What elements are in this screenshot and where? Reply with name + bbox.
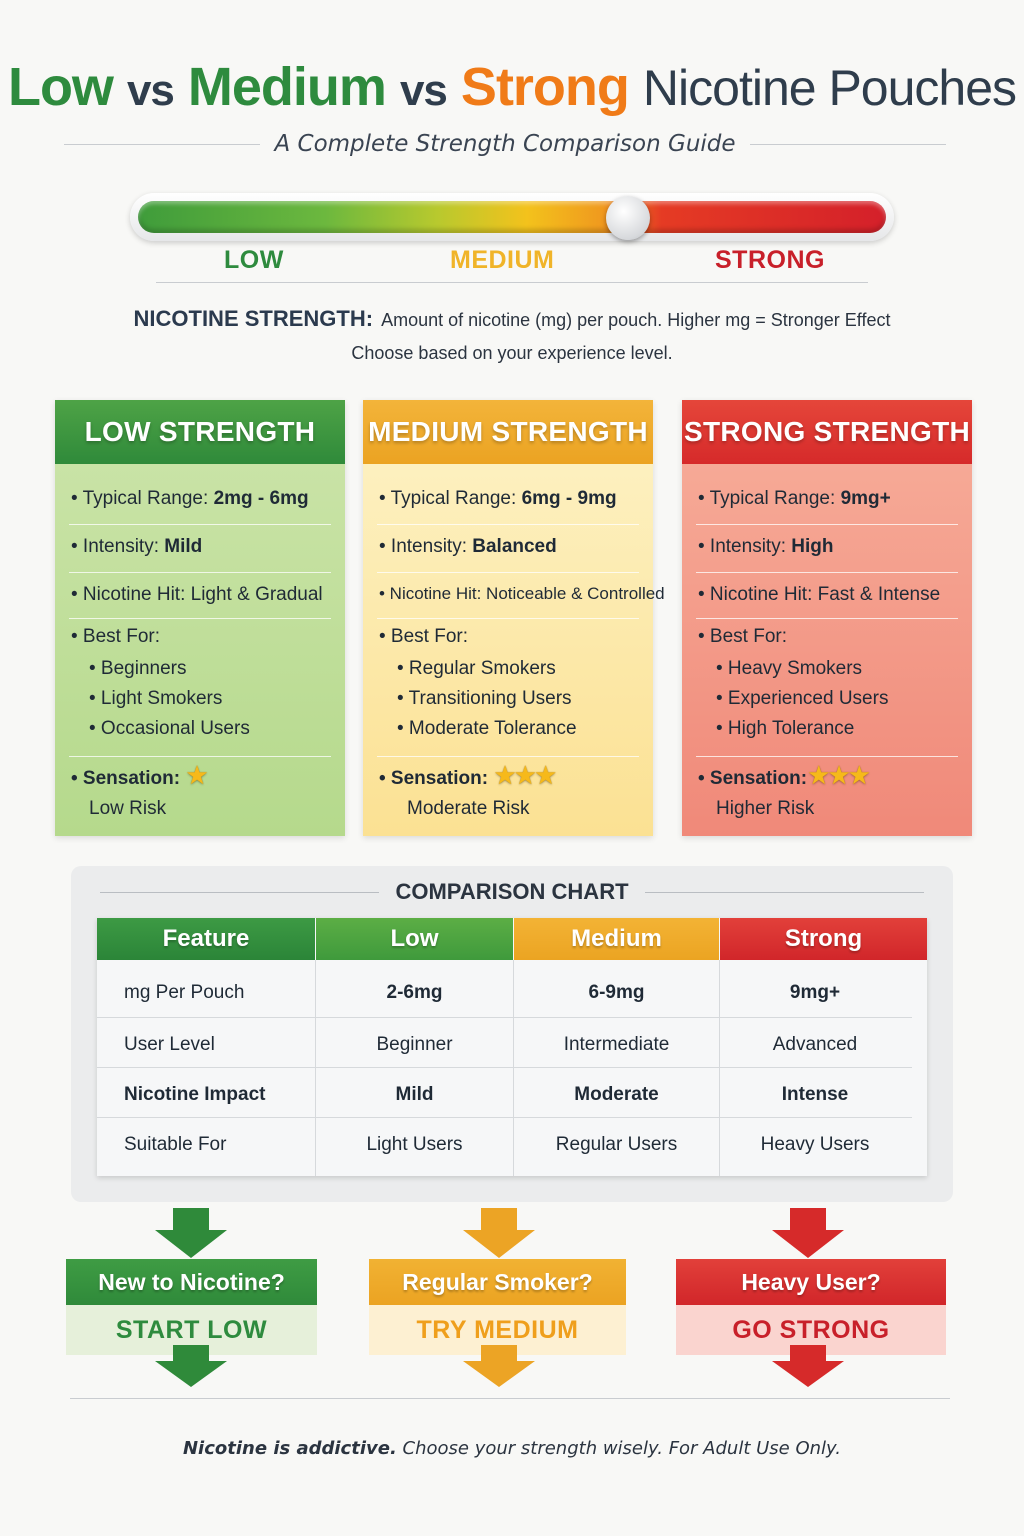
table-cell: Regular Users: [555, 1134, 678, 1155]
arrow-down-icon: [772, 1208, 844, 1258]
meter-label-strong: STRONG: [715, 246, 825, 274]
sensation: [698, 760, 956, 791]
table-cell: Advanced: [772, 1034, 858, 1055]
arrow-down-icon: [155, 1208, 227, 1258]
table-header-low: Low: [316, 918, 513, 960]
best-for-item: • Experienced Users: [716, 688, 889, 709]
star-icon: ★★★: [807, 760, 868, 790]
table-cell-feature: User Level: [124, 1034, 215, 1055]
recommendation-question-medium: Regular Smoker?: [369, 1259, 626, 1305]
best-for-item: • Light Smokers: [89, 688, 223, 709]
best-for-item: • Occasional Users: [89, 718, 250, 739]
comparison-table: [97, 918, 927, 1176]
divider: [69, 572, 331, 573]
intensity: [698, 536, 956, 558]
typical-range: [71, 488, 329, 510]
recommendation-question-low: New to Nicotine?: [66, 1259, 317, 1305]
table-cell: Heavy Users: [760, 1134, 870, 1155]
page-title: [0, 56, 1024, 118]
divider: [696, 524, 958, 525]
best-for-item: • High Tolerance: [716, 718, 855, 739]
footer-text: Choose your strength wisely. For Adult Use Only.: [402, 1438, 842, 1459]
intensity-value: Balanced: [472, 536, 557, 557]
meter-label-medium: MEDIUM: [450, 246, 555, 274]
comparison-title-row: [100, 876, 924, 908]
card-title: LOW STRENGTH: [55, 400, 345, 464]
card-body: [682, 464, 972, 836]
meter-label-low: LOW: [224, 246, 284, 274]
card-strong-strength: [682, 400, 972, 836]
arrow-down-icon: [463, 1208, 535, 1258]
risk-level: Moderate Risk: [407, 798, 530, 819]
risk-level: Higher Risk: [716, 798, 815, 819]
recommendation-action-low: START LOW: [66, 1305, 317, 1355]
title-rest: Nicotine Pouches: [642, 60, 1017, 116]
best-for-item: • Regular Smokers: [397, 658, 556, 679]
table-header-medium: Medium: [514, 918, 719, 960]
best-for-item: • Beginners: [89, 658, 187, 679]
nicotine-hit: • Nicotine Hit: Fast & Intense: [698, 584, 941, 605]
divider: [750, 144, 946, 145]
divider: [156, 282, 868, 283]
table-cell: Beginner: [376, 1034, 453, 1055]
divider: [64, 144, 260, 145]
divider: [645, 892, 924, 893]
table-cell: Intermediate: [563, 1034, 670, 1055]
range-value: 6mg - 9mg: [521, 488, 617, 509]
divider: [696, 756, 958, 757]
arrow-down-icon: [155, 1345, 227, 1387]
subtitle-row: [64, 126, 946, 162]
recommendation-question-strong: Heavy User?: [676, 1259, 946, 1305]
best-for-label: • Best For:: [698, 626, 788, 647]
table-cell-feature: Suitable For: [124, 1134, 227, 1155]
footer-disclaimer: [0, 1438, 1024, 1459]
card-low-strength: [55, 400, 345, 836]
table-cell: 2-6mg: [386, 982, 443, 1003]
sensation-label: • Sensation:: [379, 768, 489, 789]
card-title: MEDIUM STRENGTH: [363, 400, 653, 464]
intensity-value: High: [791, 536, 834, 557]
strength-advice: Choose based on your experience level.: [351, 343, 673, 363]
range-value: 2mg - 6mg: [213, 488, 309, 509]
intensity: [379, 536, 637, 558]
divider: [377, 524, 639, 525]
intensity-value: Mild: [164, 536, 203, 557]
best-for-item: • Transitioning Users: [397, 688, 572, 709]
table-cell: Intense: [781, 1084, 849, 1105]
strength-meter-knob: [606, 196, 650, 240]
card-body: [363, 464, 665, 836]
table-cell: 6-9mg: [588, 982, 645, 1003]
sensation-label: • Sensation:: [71, 768, 181, 789]
range-label: • Typical Range:: [71, 488, 209, 509]
sensation: [71, 760, 329, 791]
divider: [696, 572, 958, 573]
card-title: STRONG STRENGTH: [682, 400, 972, 464]
typical-range: [698, 488, 956, 510]
arrow-down-icon: [463, 1345, 535, 1387]
divider: [69, 756, 331, 757]
table-cell: Light Users: [366, 1134, 463, 1155]
intensity-label: • Intensity:: [698, 536, 786, 557]
divider: [70, 1398, 950, 1399]
table-header-feature: Feature: [97, 918, 315, 960]
divider: [100, 892, 379, 893]
best-for-label: • Best For:: [71, 626, 161, 647]
strength-definition: [0, 306, 1024, 332]
divider: [377, 572, 639, 573]
table-header-strong: Strong: [720, 918, 927, 960]
page-subtitle: A Complete Strength Comparison Guide: [274, 131, 736, 157]
table-cell: 9mg+: [789, 982, 841, 1003]
title-strong: Strong: [460, 57, 629, 117]
intensity: [71, 536, 329, 558]
recommendation-action-strong: GO STRONG: [676, 1305, 946, 1355]
nicotine-hit: • Nicotine Hit: Light & Gradual: [71, 584, 323, 605]
title-vs: vs: [399, 66, 447, 115]
star-icon: ★: [185, 760, 206, 790]
recommendation-action-medium: TRY MEDIUM: [369, 1305, 626, 1355]
intensity-label: • Intensity:: [71, 536, 159, 557]
sensation: [379, 760, 637, 791]
divider: [377, 618, 639, 619]
divider: [696, 618, 958, 619]
range-value: 9mg+: [840, 488, 891, 509]
star-icon: ★★★: [493, 760, 555, 790]
comparison-title: COMPARISON CHART: [395, 879, 629, 904]
strength-meter-gradient: [138, 201, 886, 233]
range-label: • Typical Range:: [379, 488, 517, 509]
range-label: • Typical Range:: [698, 488, 836, 509]
typical-range: [379, 488, 637, 510]
arrow-down-icon: [772, 1345, 844, 1387]
divider: [377, 756, 639, 757]
best-for-item: • Moderate Tolerance: [397, 718, 577, 739]
nicotine-hit: • Nicotine Hit: Noticeable & Controlled: [379, 584, 665, 603]
risk-level: Low Risk: [89, 798, 167, 819]
table-cell-feature: Nicotine Impact: [124, 1084, 266, 1105]
table-cell-feature: mg Per Pouch: [124, 982, 245, 1003]
strength-definition-label: NICOTINE STRENGTH:: [133, 306, 374, 331]
best-for-item: • Heavy Smokers: [716, 658, 863, 679]
intensity-label: • Intensity:: [379, 536, 467, 557]
title-low: Low: [7, 57, 113, 117]
title-medium: Medium: [187, 57, 386, 117]
table-cell: Mild: [395, 1084, 434, 1105]
divider: [69, 618, 331, 619]
sensation-label: • Sensation:: [698, 768, 808, 789]
divider: [69, 524, 331, 525]
footer-warning: Nicotine is addictive.: [182, 1438, 397, 1459]
card-body: [55, 464, 345, 836]
title-vs: vs: [126, 66, 174, 115]
best-for-label: • Best For:: [379, 626, 469, 647]
table-cell: Moderate: [574, 1084, 659, 1105]
card-medium-strength: [363, 400, 665, 836]
strength-definition-text: Amount of nicotine (mg) per pouch. Higher mg = Stronger Effect: [381, 310, 891, 330]
